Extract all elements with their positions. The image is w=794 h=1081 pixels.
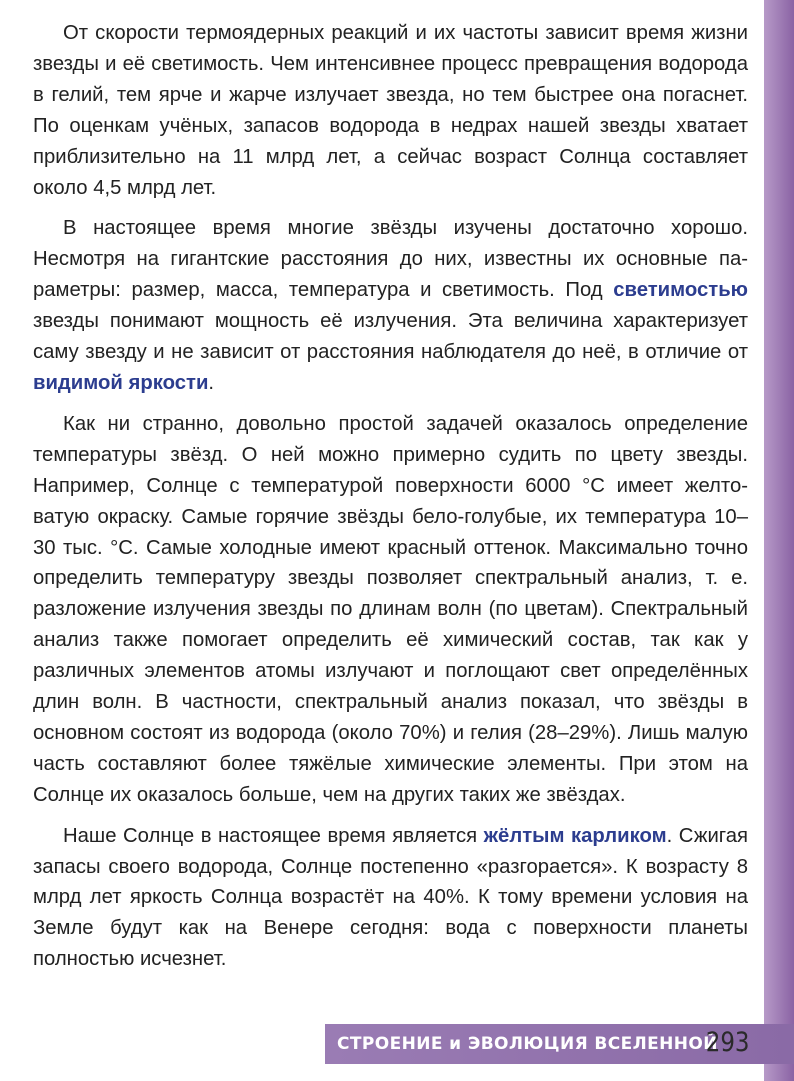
paragraph (33, 821, 748, 976)
term-apparent-brightness: видимой яркости (33, 371, 209, 394)
page-edge-strip (764, 0, 794, 1081)
paragraph (33, 18, 748, 203)
text-body (33, 18, 748, 985)
text-run: Наше Солнце в настоящее время является (63, 824, 484, 847)
text-run: . (208, 371, 215, 394)
paragraph (33, 409, 748, 811)
text-run: В настоящее время многие звёзды изучены достаточно хорошо. Несмотря на гигантские расстояния до них, известны их основные параметры: размер, масса, температура и светимость. Под (33, 217, 748, 302)
term-yellow-dwarf: жёлтым карликом (483, 824, 667, 847)
text-run: . Сжигая запасы своего водорода, Солнце постепенно «разгорается». К возрасту 8 млрд лет яркость Солнца возрастёт на 40%. К тому времени условия на Земле будут как на Венере сегодня: вода с поверхности планеты полностью исчезнет. (33, 824, 749, 971)
text-run: звезды понимают мощность её излучения. Эта величина характеризует саму звезду и не зависит от расстояния наблюдателя до неё, в отличие от (33, 310, 748, 364)
footer-band (325, 1024, 794, 1064)
text-run: Как ни странно, довольно простой задачей оказалось определение температуры звёзд. О ней можно примерно судить по цвету звезды. Например, Солнце с температурой поверхности 6000 °С имеет желтоватую окраску. Самые горячие звёзды бело-голубые, их температура 10–30 тыс. °С. Самые холодные имеют красный оттенок. Максимально точно определить температуру звезды позволяет спектральный анализ, т. е. разложение излучения звезды по длинам волн (по цветам). Спектральный анализ также помогает определить её химический состав, так как у различных элементов атомы излучают и поглощают свет определённых длин волн. В частности, спектральный анализ показал, что звёзды в основном состоят из водорода (около 70%) и гелия (28–29%). Лишь малую часть составляют более тяжёлые химические элементы. При этом на Солнце их оказалось больше, чем на других таких же звёздах. (33, 412, 748, 806)
text-run: От скорости термоядерных реакций и их частоты зависит время жизни звезды и её светимость. Чем интенсивнее процесс превращения водорода в гелий, тем ярче и жарче излучает звезда, но тем быстрее она погаснет. По оценкам учёных, запасов водорода в недрах нашей звезды хватает приблизительно на 11 млрд лет, а сейчас возраст Солнца составляет около 4,5 млрд лет. (33, 22, 748, 199)
section-title: СТРОЕНИЕ и ЭВОЛЮЦИЯ ВСЕЛЕННОЙ (337, 1034, 718, 1054)
page-number: 293 (706, 1027, 750, 1058)
paragraph (33, 213, 748, 398)
term-luminosity: светимостью (613, 279, 748, 302)
